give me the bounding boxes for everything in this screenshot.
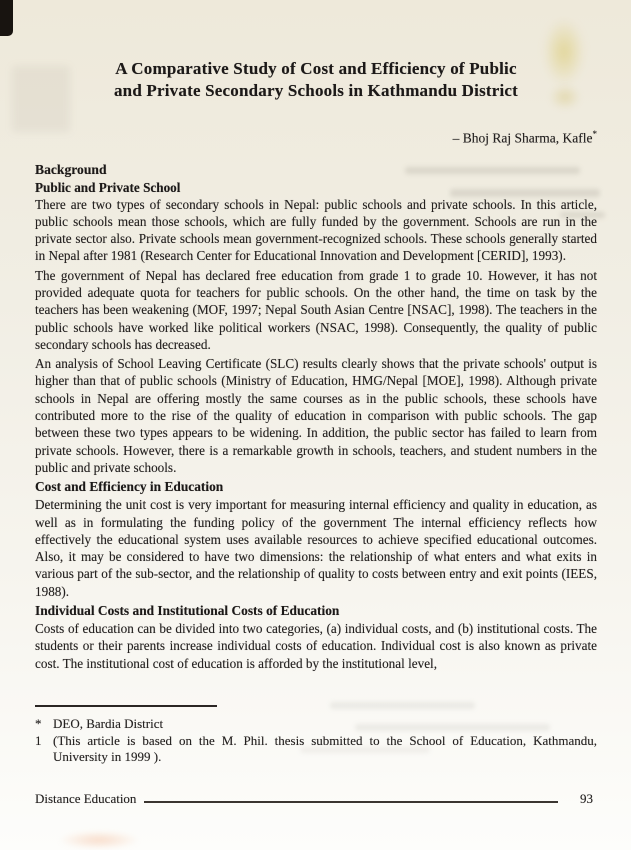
footnotes: [35, 705, 597, 766]
footnote-marker: *: [35, 716, 42, 731]
heading-background: Background: [35, 161, 107, 177]
footnote-separator-rule: [35, 705, 217, 707]
article-title-line2: and Private Secondary Schools in Kathmandu District: [113, 81, 519, 100]
paragraph-cost-categories: Costs of education can be divided into two categories, (a) individual costs, and (b) institutional costs. The students or their parents increase individual costs of education. Individual cost is also known as private cost. The institutional cost of education is afforded by the institutional level,: [35, 621, 597, 671]
article-title: [35, 58, 597, 102]
author-line: [35, 126, 597, 147]
article-title-line1: A Comparative Study of Cost and Efficiency of Public: [115, 59, 517, 78]
page-footer: [35, 791, 597, 807]
footnote-thesis: [35, 733, 597, 766]
heading-individual-costs: Individual Costs and Institutional Costs of Education: [35, 603, 340, 619]
paragraph-free-education: The government of Nepal has declared free education from grade 1 to grade 10. However, it has not provided adequate quota for teachers for public schools. On the other hand, the time on task by the teachers has been weakening (MOF, 1997; Nepal South Asian Centre [NSAC], 1998). The teachers in the public schools have worked like political workers (NSAC, 1998). Consequently, the quality of public secondary schools has decreased.: [35, 267, 597, 352]
scan-corner-artifact: [0, 0, 13, 36]
footnote-deo: [35, 716, 597, 733]
subheading-public-private-school: Public and Private School: [35, 179, 181, 195]
footer-rule: [144, 801, 558, 803]
heading-cost-efficiency: Cost and Efficiency in Education: [35, 479, 224, 495]
pink-smudge-artifact: [58, 831, 140, 849]
paragraph-slc-analysis: An analysis of School Leaving Certificate (SLC) results clearly shows that the private schools' output is higher than that of public schools (Ministry of Education, HMG/Nepal [MOE], 1998). Although private schools in Nepal are offering mostly the same courses as in the public schools, these schools have contributed more to the rise of the quality of education in comparison with public schools. The gap between these two types appears to be widening. In addition, the public sector has failed to learn from private schools. However, there is a remarkable growth in schools, teachers, and student numbers in the public and private schools.: [35, 356, 597, 475]
paragraph-public-private: There are two types of secondary schools in Nepal: public schools and private schools. In this article, public schools mean those schools, which are fully funded by the government. Schools are run in the private sector also. Private schools mean government-recognized schools. These schools generally started in Nepal after 1981 (Research Center for Educational Innovation and Development [CERID], 1993).: [35, 196, 597, 264]
footnote-text: (This article is based on the M. Phil. thesis submitted to the School of Education, Kathmandu, University in 1999 ).: [53, 732, 597, 765]
author-name: – Bhoj Raj Sharma, Kafle: [452, 130, 593, 146]
footnote-marker: 1: [35, 732, 42, 748]
article-body: [35, 0, 597, 674]
paragraph-unit-cost: Determining the unit cost is very important for measuring internal efficiency and quality in education, as well as in formulating the funding policy of the government The internal efficiency reflects how effectively the educational system uses available resources to achieve specified educational outcomes. Also, it may be considered to have two dimensions: the relationship of what enters and what exits in various part of the sub-sector, and the relationship of quality to costs between entry and exit points (IEES, 1988).: [35, 497, 597, 599]
footnote-text: DEO, Bardia District: [53, 716, 164, 731]
journal-name: Distance Education: [35, 791, 137, 806]
author-footnote-mark: *: [592, 129, 597, 139]
page-number: 93: [580, 791, 593, 806]
